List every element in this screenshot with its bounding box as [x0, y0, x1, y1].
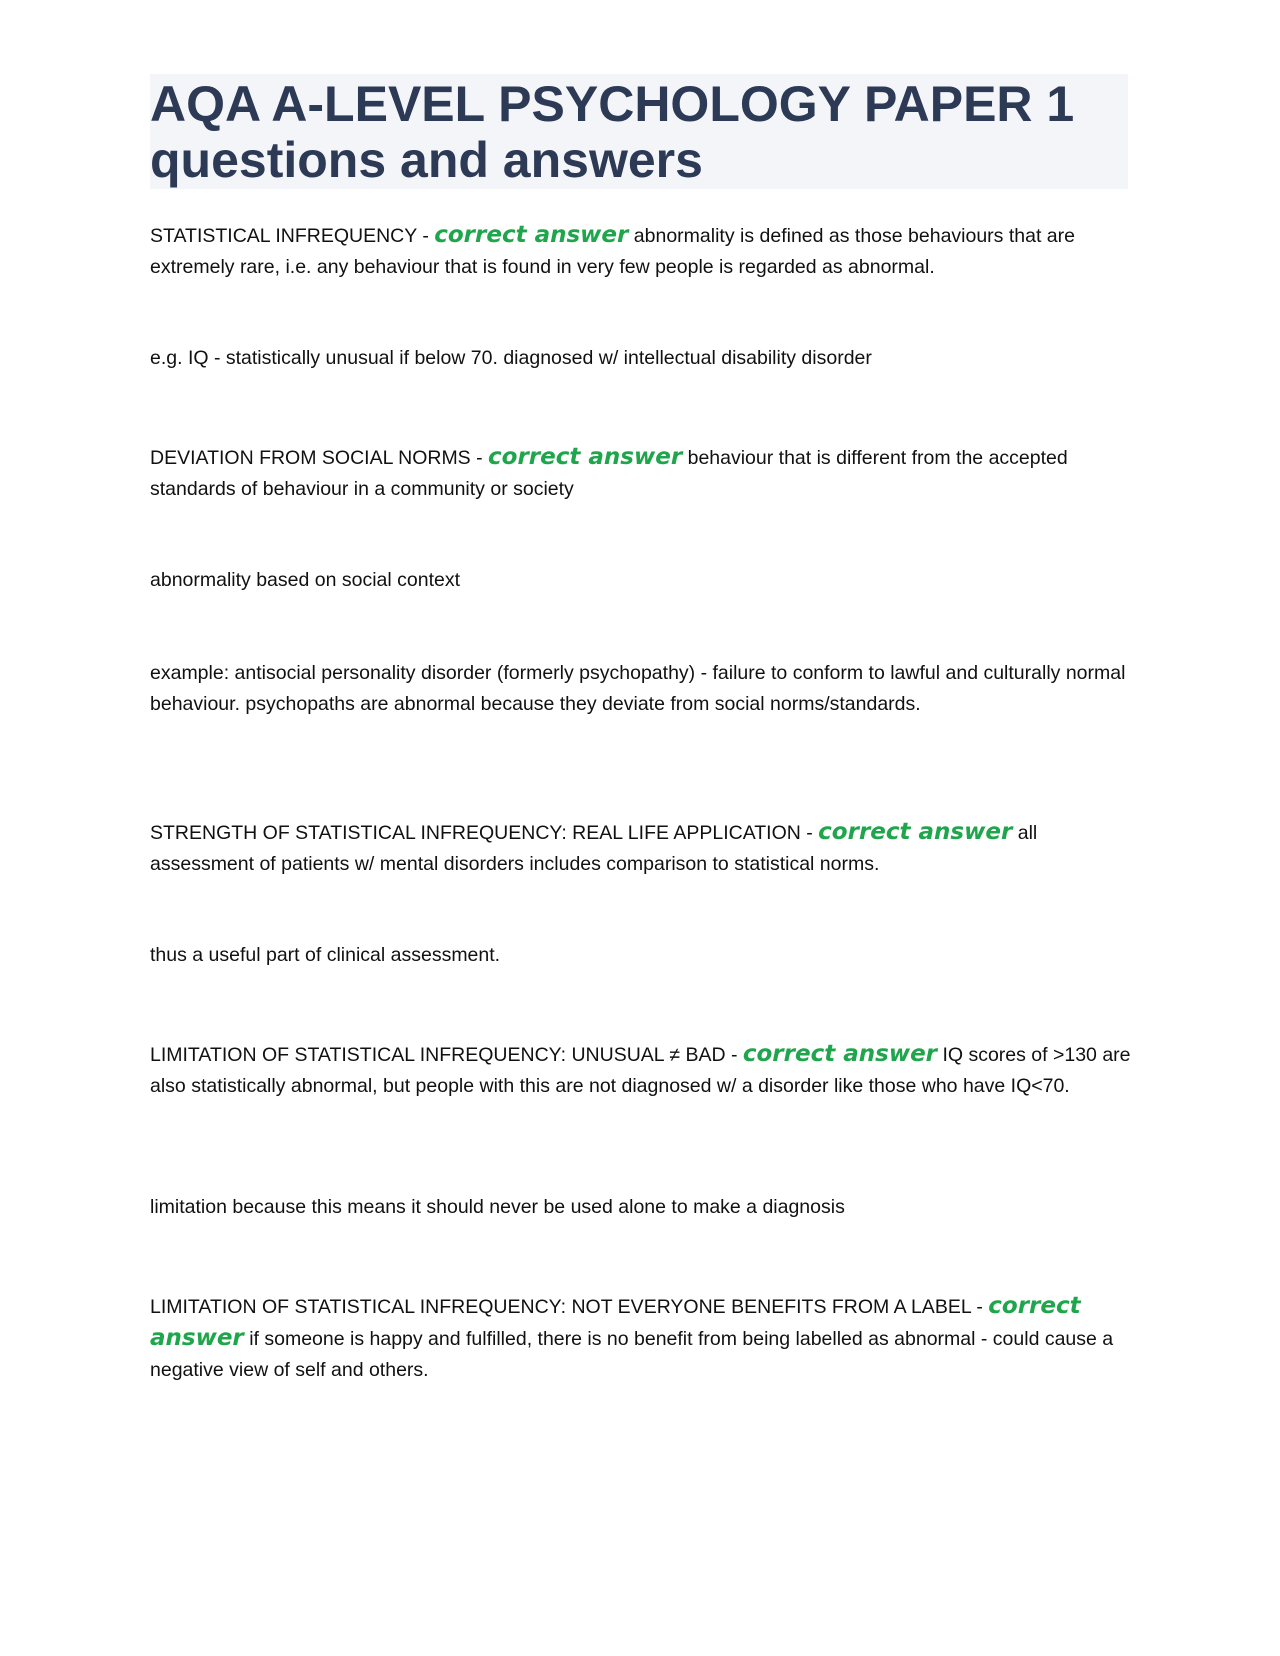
note-iq-example: e.g. IQ - statistically unusual if below 70. diagnosed w/ intellectual disability disorder [150, 347, 872, 369]
entry-limitation-unusual-not-bad [150, 1039, 1140, 1102]
note-clinical-assessment: thus a useful part of clinical assessment. [150, 944, 501, 966]
correct-answer-marker: correct answer [742, 1041, 938, 1067]
entry-term: STATISTICAL INFREQUENCY - [150, 225, 435, 247]
note-antisocial-example: example: antisocial personality disorder (formerly psychopathy) - failure to conform to lawful and culturally normal behaviour. psychopaths are abnormal because they deviate from social norms/standards. [150, 662, 1126, 715]
document-title [150, 76, 1128, 188]
title-line-2: questions and answers [150, 132, 703, 188]
entry-strength-real-life-application [150, 817, 1140, 880]
entry-term: DEVIATION FROM SOCIAL NORMS - [150, 447, 489, 469]
entry-limitation-label [150, 1291, 1140, 1386]
note-social-context: abnormality based on social context [150, 569, 461, 591]
entry-term: LIMITATION OF STATISTICAL INFREQUENCY: UNUSUAL ≠ BAD - [150, 1044, 743, 1066]
note-never-used-alone: limitation because this means it should never be used alone to make a diagnosis [150, 1196, 845, 1218]
entry-term: STRENGTH OF STATISTICAL INFREQUENCY: REAL LIFE APPLICATION - [150, 822, 819, 844]
correct-answer-marker: correct answer [818, 819, 1013, 845]
correct-answer-marker: correct answer [488, 444, 683, 470]
entry-deviation-social-norms [150, 442, 1140, 505]
entry-statistical-infrequency [150, 220, 1140, 283]
entry-answer: IQ scores of >130 are also statistically abnormal, but people with this are not diagnosed w/ a disorder like those who have IQ<70. [150, 1044, 1131, 1097]
entry-term: LIMITATION OF STATISTICAL INFREQUENCY: NOT EVERYONE BENEFITS FROM A LABEL - [150, 1296, 989, 1318]
title-banner [150, 74, 1128, 189]
entry-answer: behaviour that is different from the accepted standards of behaviour in a community or society [150, 447, 1068, 500]
correct-answer-marker: correct answer [150, 1293, 1081, 1351]
title-line-1: AQA A-LEVEL PSYCHOLOGY PAPER 1 [150, 76, 1075, 132]
correct-answer-marker: correct answer [434, 222, 629, 248]
entry-answer: all assessment of patients w/ mental disorders includes comparison to statistical norms. [150, 822, 1038, 875]
entry-answer: if someone is happy and fulfilled, there is no benefit from being labelled as abnormal - could cause a negative view of self and others. [150, 1328, 1114, 1381]
entry-answer: abnormality is defined as those behaviours that are extremely rare, i.e. any behaviour that is found in very few people is regarded as abnormal. [150, 225, 1075, 278]
